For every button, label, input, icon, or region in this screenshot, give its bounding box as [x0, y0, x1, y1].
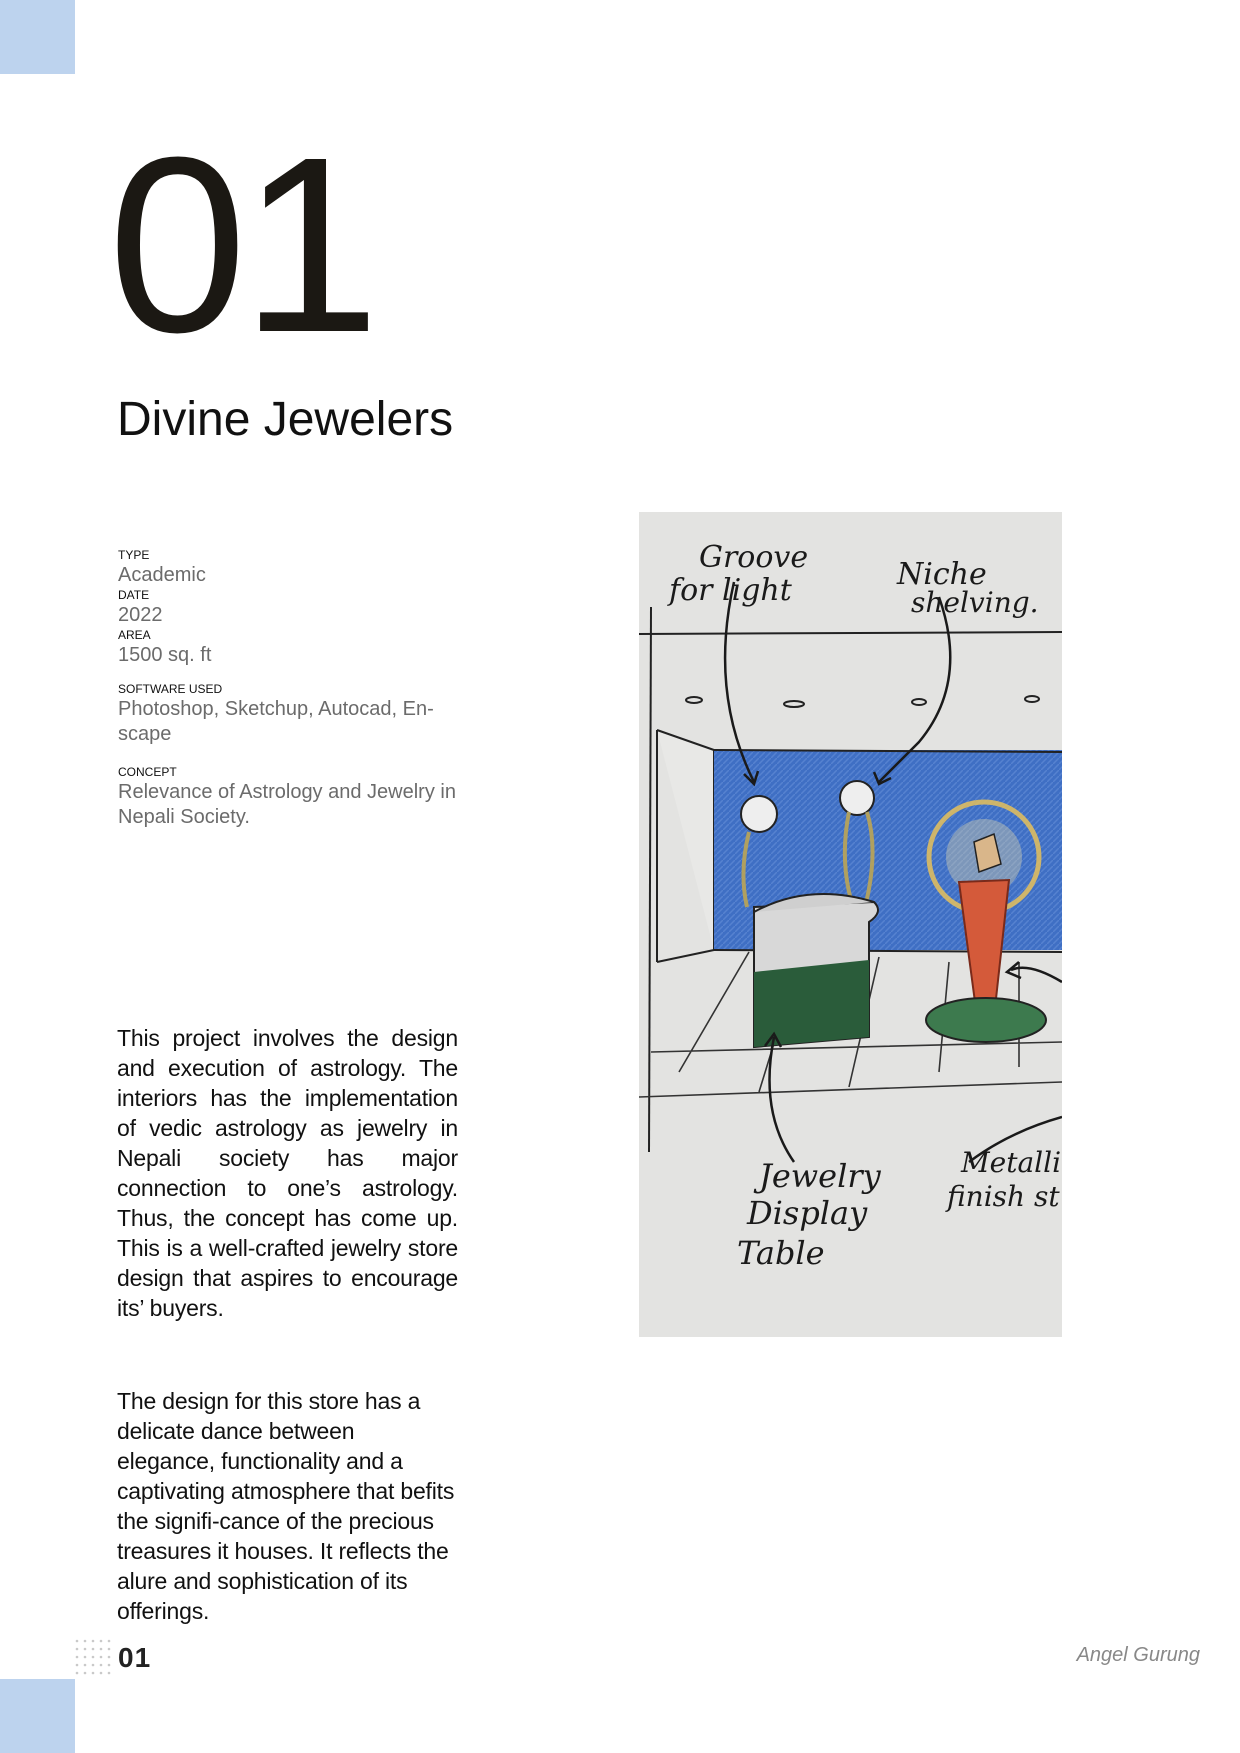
corner-accent-top — [0, 0, 75, 74]
description-paragraph-1: This project involves the design and execution of astrology. The interiors has the implementation of vedic astrology as jewelry in Nepali society has major connection to one’s astrology. Thus, the concept has come up. This is a well-crafted jewelry store design that aspires to encourage its’ buyers. — [117, 1025, 458, 1321]
label-jewelry-line1: Jewelry — [759, 1157, 881, 1195]
label-niche-line1: Niche — [897, 557, 987, 592]
type-label: TYPE — [118, 548, 150, 562]
date-value: 2022 — [118, 604, 163, 626]
label-niche-line2: shelving. — [911, 586, 1039, 619]
area-value: 1500 sq. ft — [118, 644, 212, 666]
concept-value: Relevance of Astrology and Jewelry in Nepali Society. — [118, 781, 456, 828]
label-groove-line2: for light — [669, 573, 792, 608]
label-metallic-line2: finish st — [947, 1180, 1060, 1213]
page-number: 01 — [118, 1642, 152, 1673]
corner-accent-bottom — [0, 1679, 75, 1753]
concept-label: CONCEPT — [118, 765, 177, 779]
project-title: Divine Jewelers — [117, 393, 454, 446]
description-paragraph-2: The design for this store has a delicate dance between elegance, functionality and a captivating atmosphere that befits the signifi-cance of the precious treasures it houses. It reflects the alure and sophistication of its offerings. — [117, 1388, 455, 1624]
type-value: Academic — [118, 564, 206, 586]
project-number: 01 — [108, 105, 375, 384]
area-label: AREA — [118, 628, 151, 642]
sketch-drawing — [639, 512, 1062, 1337]
concept-sketch — [639, 512, 1062, 1337]
software-value: Photoshop, Sketchup, Autocad, En- scape — [118, 698, 434, 745]
dot-grid-decoration — [74, 1638, 114, 1680]
label-jewelry-line3: Table — [737, 1234, 825, 1272]
software-label: SOFTWARE USED — [118, 682, 223, 696]
label-metallic-line1: Metalli — [961, 1146, 1062, 1179]
label-jewelry-line2: Display — [747, 1194, 868, 1232]
date-label: DATE — [118, 588, 150, 602]
label-groove-line1: Groove — [699, 540, 809, 575]
project-meta — [118, 548, 458, 830]
author-name: Angel Gurung — [1076, 1644, 1200, 1666]
